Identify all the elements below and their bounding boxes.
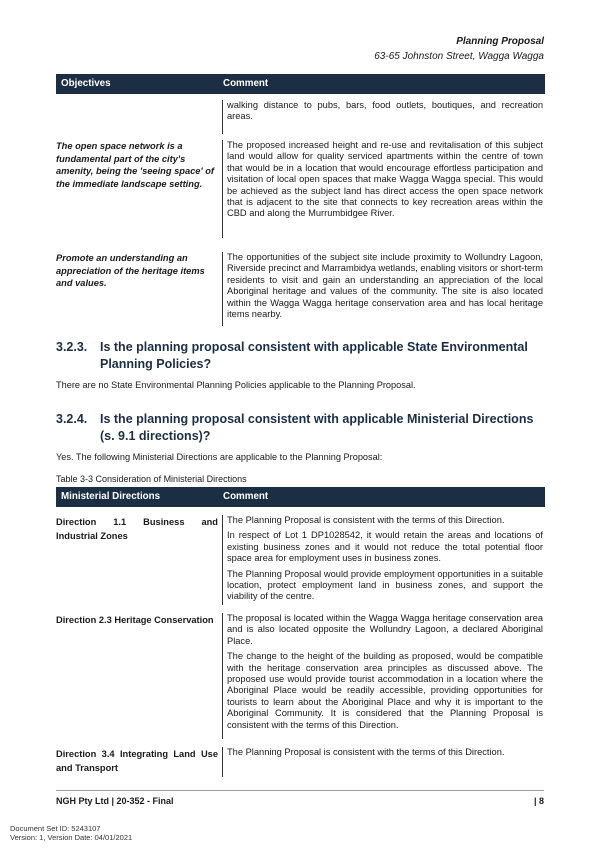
header-cell-comment: Comment	[223, 78, 269, 90]
table-row	[56, 507, 545, 605]
direction-cell: Direction 2.3 Heritage Conservation	[56, 615, 214, 625]
objectives-table	[56, 74, 545, 326]
comment-paragraph: The Planning Proposal is consistent with the terms of this Direction.	[227, 515, 505, 525]
table-caption: Table 3-3 Consideration of Ministerial Directions	[56, 474, 247, 484]
comment-paragraph: The change to the height of the building as proposed, would be compatible with the heritage conservation area principles as discussed above. The proposed use would provide tourist accommodation in a location where the Aboriginal Place would be readily accessible, providing opportunities for tourists to learn about the Aboriginal Place and why it is important to the Aboriginal Community. It is considered that the Planning Proposal is consistent with the terms of this Direction.	[227, 651, 543, 730]
table-row	[56, 94, 545, 134]
direction-cell: Direction 3.4 Integrating Land Use and Transport	[56, 749, 218, 773]
comment-paragraph: The proposal is located within the Wagga Wagga heritage conservation area and is also located opposite the Wollundry Lagoon, a declared Aboriginal Place.	[227, 613, 543, 646]
comment-cell: The proposed increased height and re-use and revitalisation of this subject land would allow for quality serviced apartments within the centre of town that would be in a location that would encourage effortless participation and visitation of local open spaces that make Wagga Wagga special. This would be achieved as the subject land has direct access the open space network that is adjacent to the site that connects to key recreation areas within the CBD and along the Murrumbidgee River.	[222, 140, 545, 238]
comment-cell	[222, 515, 545, 605]
page-number: | 8	[533, 796, 544, 806]
section-body: There are no State Environmental Planning Policies applicable to the Planning Proposal.	[56, 380, 416, 390]
section-number: 3.2.3.	[56, 340, 88, 354]
footer-divider	[56, 790, 544, 791]
table-header	[56, 487, 545, 507]
comment-paragraph: In respect of Lot 1 DP1028542, it would retain the areas and locations of existing business zones and it would not reduce the total potential floor space area for employment uses in business zones.	[227, 530, 543, 564]
section-body: Yes. The following Ministerial Directions are applicable to the Planning Proposal:	[56, 452, 383, 462]
comment-cell: The opportunities of the subject site include proximity to Wollundry Lagoon, Riverside precinct and Marrambidya wetlands, enabling visitors or short-term residents to visit and gain an understanding an appreciation of the local Aboriginal heritage and values of the community. The site is also located within the Wagga Wagga heritage conservation area and has local heritage items nearby.	[222, 252, 545, 326]
comment-paragraph: The Planning Proposal would provide employment opportunities in a suitable location, protect employment land in business zones, and support the viability of the centre.	[227, 568, 543, 602]
document-info	[10, 824, 132, 842]
document-set-id: Document Set ID: 5243107	[10, 824, 101, 833]
table-row	[56, 739, 545, 777]
section-heading-3-2-3	[56, 339, 548, 373]
header-cell-directions: Ministerial Directions	[61, 491, 161, 503]
page-header	[374, 34, 544, 64]
comment-paragraph: The Planning Proposal is consistent with the terms of this Direction.	[227, 747, 505, 757]
section-title: Is the planning proposal consistent with applicable Ministerial Directions (s. 9.1 directions)?	[100, 412, 534, 443]
comment-cell	[222, 747, 545, 777]
header-cell-comment: Comment	[223, 491, 269, 503]
section-heading-3-2-4	[56, 411, 548, 445]
page-footer	[56, 796, 544, 806]
ministerial-directions-table	[56, 487, 545, 777]
table-row	[56, 238, 545, 326]
table-row	[56, 134, 545, 238]
footer-company: NGH Pty Ltd | 20-352 - Final	[56, 796, 174, 806]
table-row	[56, 605, 545, 739]
table-header	[56, 74, 545, 94]
header-address: 63-65 Johnston Street, Wagga Wagga	[374, 51, 544, 62]
header-cell-objectives: Objectives	[61, 78, 111, 90]
objective-cell	[56, 100, 222, 134]
comment-cell	[222, 613, 545, 739]
document-version: Version: 1, Version Date: 04/01/2021	[10, 833, 133, 842]
section-number: 3.2.4.	[56, 412, 88, 426]
objective-cell: The open space network is a fundamental part of the city's amenity, being the 'seeing space' of the immediate landscape setting.	[56, 141, 215, 189]
section-title: Is the planning proposal consistent with applicable State Environmental Planning Policies?	[100, 340, 528, 371]
direction-cell: Direction 1.1 Business and Industrial Zones	[56, 517, 218, 541]
objective-cell: Promote an understanding an appreciation of the heritage items and values.	[56, 253, 205, 289]
header-title: Planning Proposal	[456, 36, 544, 47]
comment-cell: walking distance to pubs, bars, food outlets, boutiques, and recreation areas.	[222, 100, 545, 134]
